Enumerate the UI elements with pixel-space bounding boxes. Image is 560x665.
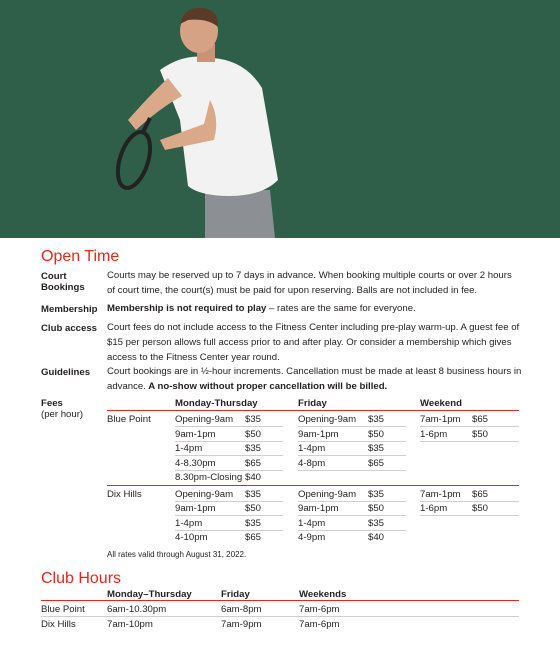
fee-cell: $65 <box>472 488 489 500</box>
guidelines-normal-text: Court bookings are in ½-hour increments. Cancellation must be made at least 8 business hours in advance. <box>107 366 522 392</box>
fee-cell: Opening-9am <box>175 414 234 425</box>
fee-cell: 1-6pm <box>420 503 448 514</box>
fee-row-divider <box>298 530 406 531</box>
fee-cell: $50 <box>368 503 385 514</box>
fee-row-divider <box>175 530 283 531</box>
hours-cell: 6am-8pm <box>221 604 262 615</box>
fee-cell: $40 <box>245 472 262 483</box>
fee-row-divider <box>175 426 283 427</box>
fee-row-divider <box>175 515 283 516</box>
fees-header-rule <box>107 410 519 411</box>
fee-row-divider <box>175 441 283 442</box>
fee-cell: $40 <box>368 532 385 543</box>
fee-cell: Opening-9am <box>175 488 234 500</box>
fee-cell: $35 <box>245 488 262 500</box>
fee-cell: 8.30pm-Closing <box>175 472 243 483</box>
fee-row-divider <box>420 515 519 516</box>
fee-cell: $35 <box>368 414 385 425</box>
fee-row-divider <box>175 501 283 502</box>
tennis-player-photo <box>0 0 560 238</box>
hours-header-monday-thursday: Monday–Thursday <box>107 589 192 600</box>
hours-row-divider <box>41 616 519 617</box>
fee-row-divider <box>298 455 406 456</box>
fee-cell: 1-4pm <box>298 443 326 454</box>
fee-cell: $35 <box>245 517 262 529</box>
fee-cell: 7am-1pm <box>420 414 461 425</box>
fee-row-divider <box>175 455 283 456</box>
guidelines-label: Guidelines <box>41 367 91 378</box>
membership-label: Membership <box>41 304 98 315</box>
hours-header-rule <box>41 600 519 601</box>
fee-header-weekend: Weekend <box>420 398 462 409</box>
fee-cell: 1-4pm <box>175 517 203 529</box>
hours-header-weekends: Weekends <box>299 589 347 600</box>
court-bookings-label: Court Bookings <box>41 271 85 293</box>
fee-row-divider <box>298 470 406 471</box>
hours-cell: 7am-6pm <box>299 604 340 615</box>
fee-cell: Opening-9am <box>298 488 357 500</box>
fee-cell: $65 <box>472 414 489 425</box>
fee-row-divider <box>298 515 406 516</box>
fee-cell: $35 <box>368 488 385 500</box>
membership-text <box>107 301 522 316</box>
hours-location-name: Blue Point <box>41 604 85 615</box>
fee-cell: $35 <box>368 443 385 454</box>
fee-cell: 4-10pm <box>175 532 208 543</box>
fee-cell: $65 <box>368 457 385 469</box>
club-hours-title: Club Hours <box>41 570 122 587</box>
fee-cell: $35 <box>245 443 262 454</box>
club-access-text: Court fees do not include access to the Fitness Center including pre-play warm-up. A guest fee of $15 per person allows full access prior to and after play. Or consider a membership which gives access to the Fitness Center year round. <box>107 322 520 363</box>
fee-cell: $65 <box>245 457 262 469</box>
fee-row-divider <box>175 470 283 471</box>
fee-row-divider <box>420 426 519 427</box>
fee-row-divider <box>298 501 406 502</box>
fee-cell: 9am-1pm <box>175 428 216 440</box>
hours-cell: 7am-10pm <box>107 619 153 630</box>
fee-cell: 4-9pm <box>298 532 326 543</box>
fee-cell: 9am-1pm <box>298 428 339 440</box>
fee-cell: $50 <box>368 428 385 440</box>
fee-cell: 1-6pm <box>420 428 448 440</box>
fee-row-divider <box>298 426 406 427</box>
fee-cell: 7am-1pm <box>420 488 461 500</box>
fee-cell: 1-4pm <box>175 443 203 454</box>
club-access-label: Club access <box>41 323 97 334</box>
fee-cell: $50 <box>472 503 489 514</box>
fee-cell: $35 <box>245 414 262 425</box>
fee-row-divider <box>420 501 519 502</box>
fee-cell: 4-8.30pm <box>175 457 216 469</box>
fee-cell: 9am-1pm <box>175 503 216 514</box>
fee-cell: Opening-9am <box>298 414 357 425</box>
fee-row-divider <box>298 441 406 442</box>
hours-cell: 6am-10.30pm <box>107 604 167 615</box>
fee-cell: 1-4pm <box>298 517 326 529</box>
fee-cell: $35 <box>368 517 385 529</box>
fee-header-friday: Friday <box>298 398 327 409</box>
hours-cell: 7am-9pm <box>221 619 262 630</box>
fee-cell: $65 <box>245 532 262 543</box>
fee-row-divider <box>420 441 519 442</box>
fee-location-name: Dix Hills <box>107 488 142 500</box>
open-time-title: Open Time <box>41 248 120 265</box>
fees-label: Fees <box>41 398 63 409</box>
fees-sub-label: (per hour) <box>41 409 84 420</box>
membership-rest-text: – rates are the same for everyone. <box>266 303 416 314</box>
rates-footnote: All rates valid through August 31, 2022. <box>107 550 247 559</box>
fee-cell: $50 <box>245 503 262 514</box>
hours-cell: 7am-6pm <box>299 619 340 630</box>
fee-cell: 4-8pm <box>298 457 326 469</box>
fee-cell: $50 <box>472 428 489 440</box>
fee-header-monday-thursday: Monday-Thursday <box>175 398 258 409</box>
guidelines-bold-text: A no-show without proper cancellation will be billed. <box>145 381 388 392</box>
fee-cell: $50 <box>245 428 262 440</box>
fee-location-name: Blue Point <box>107 414 151 425</box>
court-bookings-text: Courts may be reserved up to 7 days in advance. When booking multiple courts or over 2 hours of court time, the court(s) must be paid for upon reserving. Balls are not included in fee. <box>107 270 512 296</box>
hours-location-name: Dix Hills <box>41 619 76 630</box>
guidelines-text <box>107 364 522 394</box>
fee-section-rule <box>107 485 519 486</box>
hours-header-friday: Friday <box>221 589 250 600</box>
fee-cell: 9am-1pm <box>298 503 339 514</box>
membership-bold-text: Membership is not required to play <box>107 303 267 314</box>
